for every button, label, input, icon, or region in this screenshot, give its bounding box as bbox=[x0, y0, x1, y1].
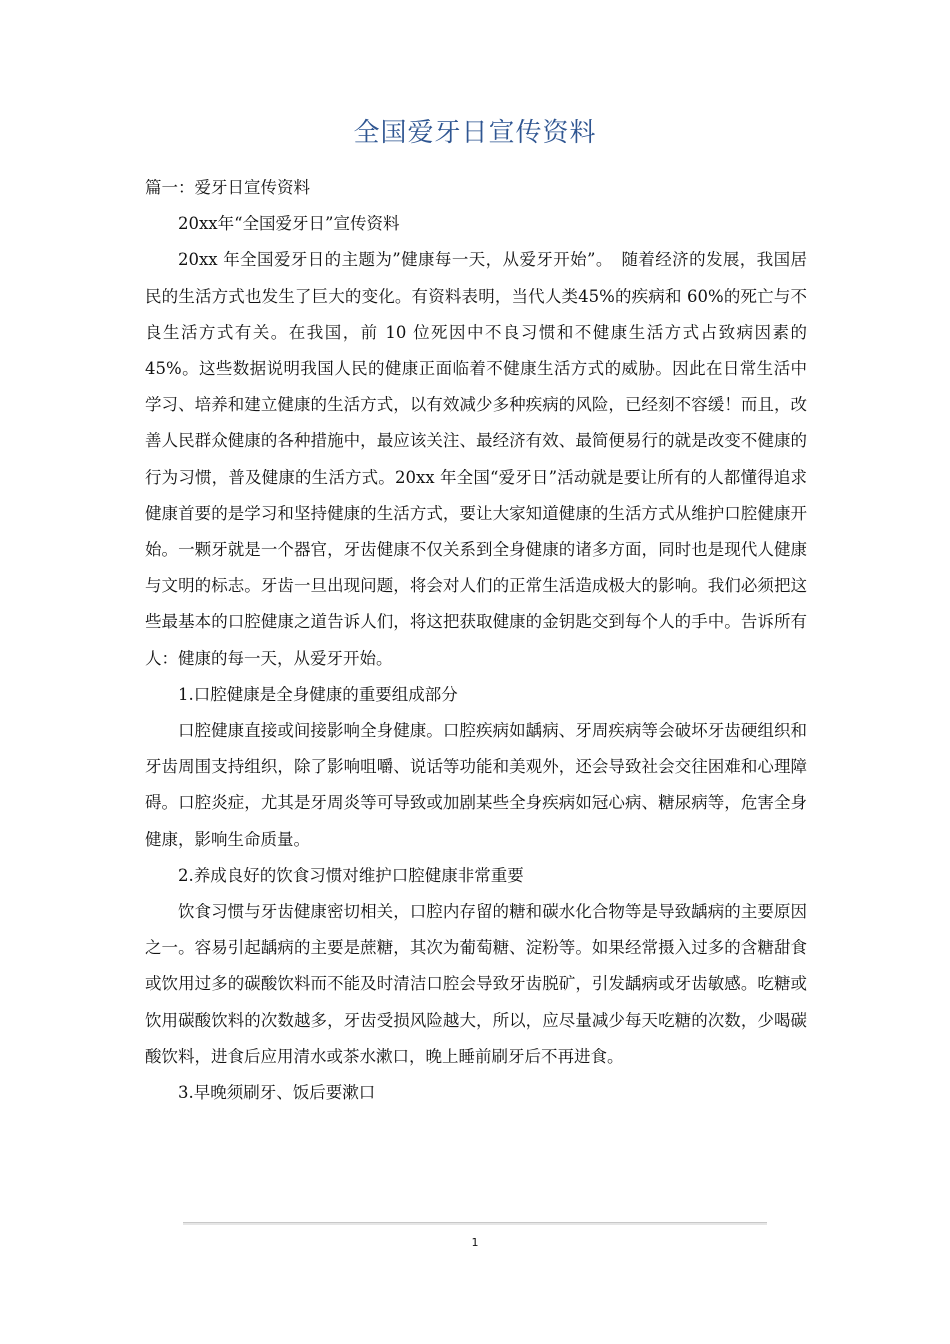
point-3-heading: 3.早晚须刷牙、饭后要漱口 bbox=[178, 1083, 376, 1103]
point-2-heading: 2.养成良好的饮食习惯对维护口腔健康非常重要 bbox=[178, 865, 524, 885]
footer-divider bbox=[183, 1222, 767, 1225]
document-body bbox=[145, 170, 807, 1111]
page-title: 全国爱牙日宣传资料 bbox=[353, 118, 597, 148]
page-number: 1 bbox=[471, 1236, 479, 1249]
point-1-paragraph: 口腔健康直接或间接影响全身健康。口腔疾病如龋病、牙周疾病等会破坏牙齿硬组织和牙齿周围支持组织，除了影响咀嚼、说话等功能和美观外，还会导致社会交往困难和心理障碍。口腔炎症，尤其是牙周炎等可导致或加剧某些全身疾病如冠心病、糖尿病等，危害全身健康，影响生命质量。 bbox=[145, 721, 807, 849]
section-heading: 篇一：爱牙日宣传资料 bbox=[145, 178, 310, 197]
subtitle-paragraph: 20xx年“全国爱牙日”宣传资料 bbox=[178, 214, 400, 234]
intro-paragraph: 20xx 年全国爱牙日的主题为”健康每一天，从爱牙开始”。 随着经济的发展，我国居民的生活方式也发生了巨大的变化。有资料表明，当代人类45%的疾病和 60%的死亡与不良生活方式有关。在我国，前 10 位死因中不良习惯和不健康生活方式占致病因素的 45%。这些数据说明我国人民的健康正面临着不健康生活方式的威胁。因此在日常生活中学习、培养和建立健康的生活方式，以有效减少多种疾病的风险，已经刻不容缓！而且，改善人民群众健康的各种措施中，最应该关注、最经济有效、最简便易行的就是改变不健康的行为习惯，普及健康的生活方式。20xx 年全国“爱牙日”活动就是要让所有的人都懂得追求健康首要的是学习和坚持健康的生活方式，要让大家知道健康的生活方式从维护口腔健康开始。一颗牙就是一个器官，牙齿健康不仅关系到全身健康的诸多方面，同时也是现代人健康与文明的标志。牙齿一旦出现问题，将会对人们的正常生活造成极大的影响。我们必须把这些最基本的口腔健康之道告诉人们，将这把获取健康的金钥匙交到每个人的手中。告诉所有人：健康的每一天，从爱牙开始。 bbox=[145, 250, 807, 668]
point-1-heading: 1.口腔健康是全身健康的重要组成部分 bbox=[178, 684, 458, 704]
point-2-paragraph: 饮食习惯与牙齿健康密切相关，口腔内存留的糖和碳水化合物等是导致龋病的主要原因之一。容易引起龋病的主要是蔗糖，其次为葡萄糖、淀粉等。如果经常摄入过多的含糖甜食或饮用过多的碳酸饮料而不能及时清洁口腔会导致牙齿脱矿，引发龋病或牙齿敏感。吃糖或饮用碳酸饮料的次数越多，牙齿受损风险越大，所以，应尽量减少每天吃糖的次数，少喝碳酸饮料，进食后应用清水或茶水漱口，晚上睡前刷牙后不再进食。 bbox=[145, 902, 807, 1066]
